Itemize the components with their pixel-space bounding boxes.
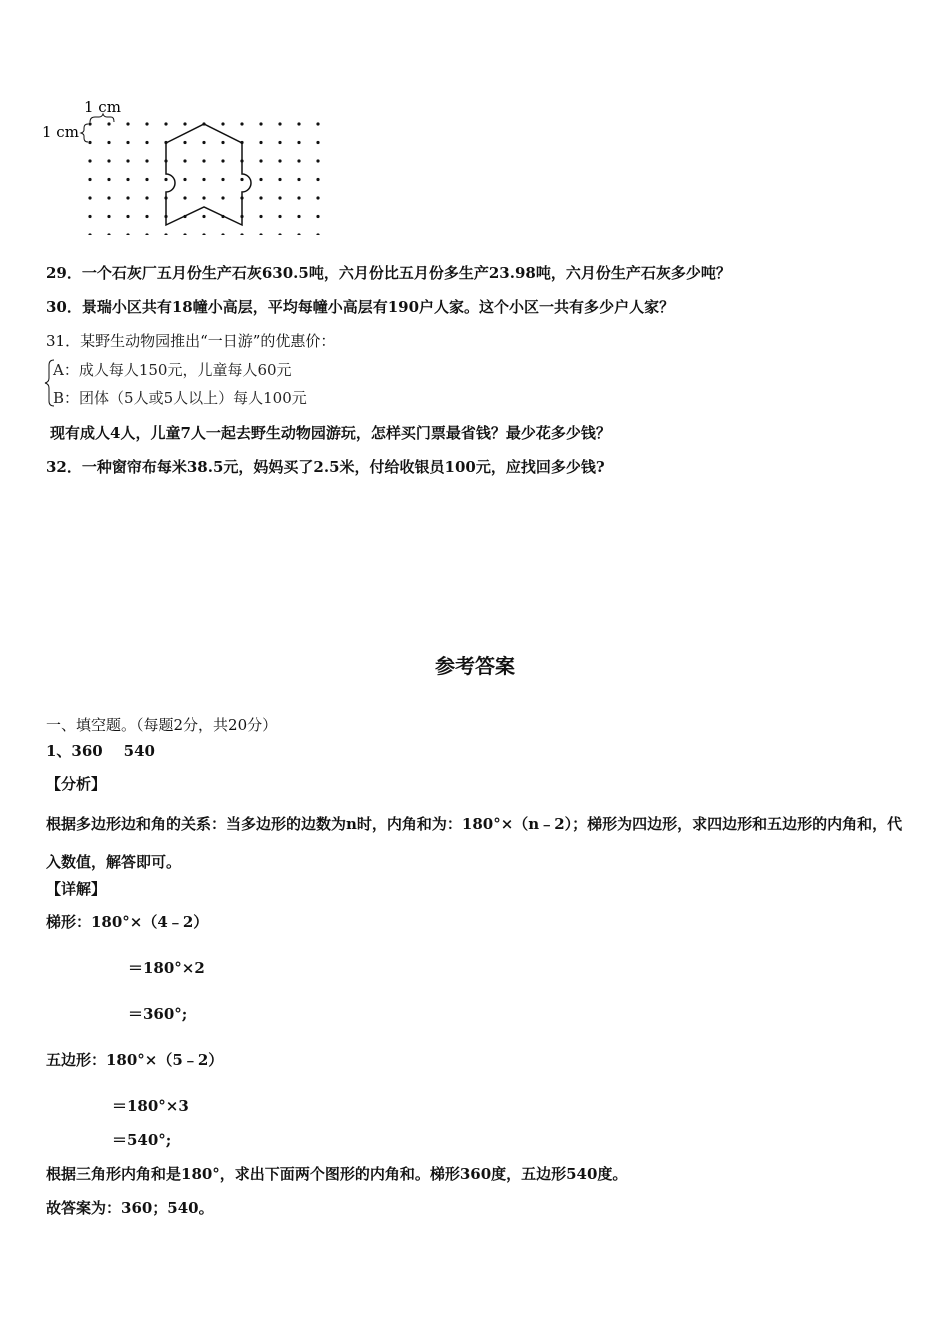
grid-dot xyxy=(316,159,319,162)
grid-dot xyxy=(183,141,186,144)
grid-dot xyxy=(221,196,224,199)
grid-dot xyxy=(107,122,110,125)
grid-dot xyxy=(259,233,262,235)
grid-dot xyxy=(240,122,243,125)
grid-dot xyxy=(202,159,205,162)
grid-dot xyxy=(259,159,262,162)
grid-dot xyxy=(240,178,243,181)
offer-option-b: B：团体（5人或5人以上）每人100元 xyxy=(53,389,307,407)
grid-dot xyxy=(297,233,300,235)
grid-dot xyxy=(183,178,186,181)
trapezoid-calc-2: ＝180°×2 xyxy=(128,959,205,977)
grid-dot xyxy=(259,141,262,144)
grid-dot xyxy=(259,122,262,125)
grid-dot xyxy=(107,178,110,181)
grid-dot xyxy=(126,141,129,144)
grid-dot xyxy=(221,122,224,125)
grid-dot xyxy=(221,141,224,144)
grid-dot xyxy=(221,178,224,181)
grid-dot xyxy=(88,215,91,218)
grid-dot xyxy=(107,215,110,218)
unit-brace-left xyxy=(81,124,88,142)
grid-dot xyxy=(107,233,110,235)
grid-dot xyxy=(145,122,148,125)
grid-dot xyxy=(297,141,300,144)
unit-label-top: 1 cm xyxy=(84,98,121,116)
final-answer: 故答案为：360；540。 xyxy=(46,1199,214,1217)
grid-dot xyxy=(221,233,224,235)
detail-label: 【详解】 xyxy=(46,880,107,898)
dot-grid xyxy=(88,122,319,235)
question-30: 30．景瑞小区共有18幢小高层，平均每幢小高层有190户人家。这个小区一共有多少户人家？ xyxy=(46,298,675,316)
grid-dot xyxy=(88,122,91,125)
analysis-label: 【分析】 xyxy=(46,775,107,793)
grid-dot xyxy=(88,196,91,199)
grid-dot xyxy=(183,159,186,162)
grid-dot xyxy=(145,141,148,144)
pentagon-calc-1: 五边形：180°×（5﹣2） xyxy=(46,1051,224,1069)
grid-dot xyxy=(297,215,300,218)
grid-dot xyxy=(278,122,281,125)
grid-dot xyxy=(221,159,224,162)
analysis-text: 根据多边形边和角的关系：当多边形的边数为n时，内角和为：180°×（n﹣2）；梯形为四边形，求四边形和五边形的内角和，代入数值，解答即可。 xyxy=(46,815,903,871)
grid-dot xyxy=(202,141,205,144)
grid-dot xyxy=(316,178,319,181)
dot-grid-figure xyxy=(40,95,340,235)
grid-dot xyxy=(145,233,148,235)
grid-dot xyxy=(107,141,110,144)
grid-dot xyxy=(202,196,205,199)
grid-dot xyxy=(297,178,300,181)
grid-dot xyxy=(278,196,281,199)
unit-label-left: 1 cm xyxy=(42,123,79,141)
grid-dot xyxy=(145,159,148,162)
pentagon-calc-3: ＝540°; xyxy=(112,1131,172,1149)
grid-dot xyxy=(164,233,167,235)
grid-dot xyxy=(316,215,319,218)
grid-dot xyxy=(145,215,148,218)
grid-dot xyxy=(88,141,91,144)
grid-dot xyxy=(316,122,319,125)
grid-dot xyxy=(278,159,281,162)
question-32: 32．一种窗帘布每米38.5元，妈妈买了2.5米，付给收银员100元，应找回多少钱? xyxy=(46,458,605,476)
grid-dot xyxy=(88,159,91,162)
answer-1: 1、360 540 xyxy=(46,742,155,760)
grid-dot xyxy=(278,178,281,181)
grid-dot xyxy=(126,196,129,199)
grid-dot xyxy=(107,196,110,199)
question-31: 31．某野生动物园推出“一日游”的优惠价： xyxy=(46,332,336,350)
grid-dot xyxy=(126,215,129,218)
question-29: 29．一个石灰厂五月份生产石灰630.5吨，六月份比五月份多生产23.98吨，六月份生产石灰多少吨？ xyxy=(46,264,731,282)
grid-dot xyxy=(145,196,148,199)
grid-dot xyxy=(88,233,91,235)
question-31-follow: 现有成人4人，儿童7人一起去野生动物园游玩，怎样买门票最省钱？最少花多少钱？ xyxy=(50,424,611,442)
grid-dot xyxy=(240,233,243,235)
grid-dot xyxy=(202,233,205,235)
conclusion: 根据三角形内角和是180°，求出下面两个图形的内角和。梯形360度，五边形540度。 xyxy=(46,1165,628,1183)
pentagon-calc-2: ＝180°×3 xyxy=(112,1097,189,1115)
grid-dot xyxy=(183,122,186,125)
grid-dot xyxy=(259,215,262,218)
grid-dot xyxy=(259,178,262,181)
grid-dot xyxy=(202,215,205,218)
grid-dot xyxy=(278,141,281,144)
grid-dot xyxy=(164,178,167,181)
grid-dot xyxy=(259,196,262,199)
grid-dot xyxy=(297,196,300,199)
grid-dot xyxy=(126,122,129,125)
offer-option-a: A：成人每人150元，儿童每人60元 xyxy=(53,361,292,379)
grid-dot xyxy=(126,178,129,181)
answer-title: 参考答案 xyxy=(435,654,515,678)
grid-dot xyxy=(145,178,148,181)
grid-dot xyxy=(164,122,167,125)
grid-dot xyxy=(183,196,186,199)
grid-dot xyxy=(126,233,129,235)
grid-dot xyxy=(88,178,91,181)
grid-dot xyxy=(297,122,300,125)
grid-dot xyxy=(316,141,319,144)
trapezoid-calc-3: ＝360°; xyxy=(128,1005,188,1023)
grid-dot xyxy=(316,196,319,199)
grid-dot xyxy=(202,178,205,181)
puzzle-shape-outline xyxy=(166,124,251,225)
trapezoid-calc-1: 梯形：180°×（4﹣2） xyxy=(46,913,209,931)
grid-dot xyxy=(183,233,186,235)
grid-dot xyxy=(278,233,281,235)
grid-dot xyxy=(297,159,300,162)
grid-dot xyxy=(107,159,110,162)
grid-dot xyxy=(278,215,281,218)
section-heading: 一、填空题。（每题2分，共20分） xyxy=(46,716,278,734)
grid-dot xyxy=(316,233,319,235)
grid-dot xyxy=(126,159,129,162)
